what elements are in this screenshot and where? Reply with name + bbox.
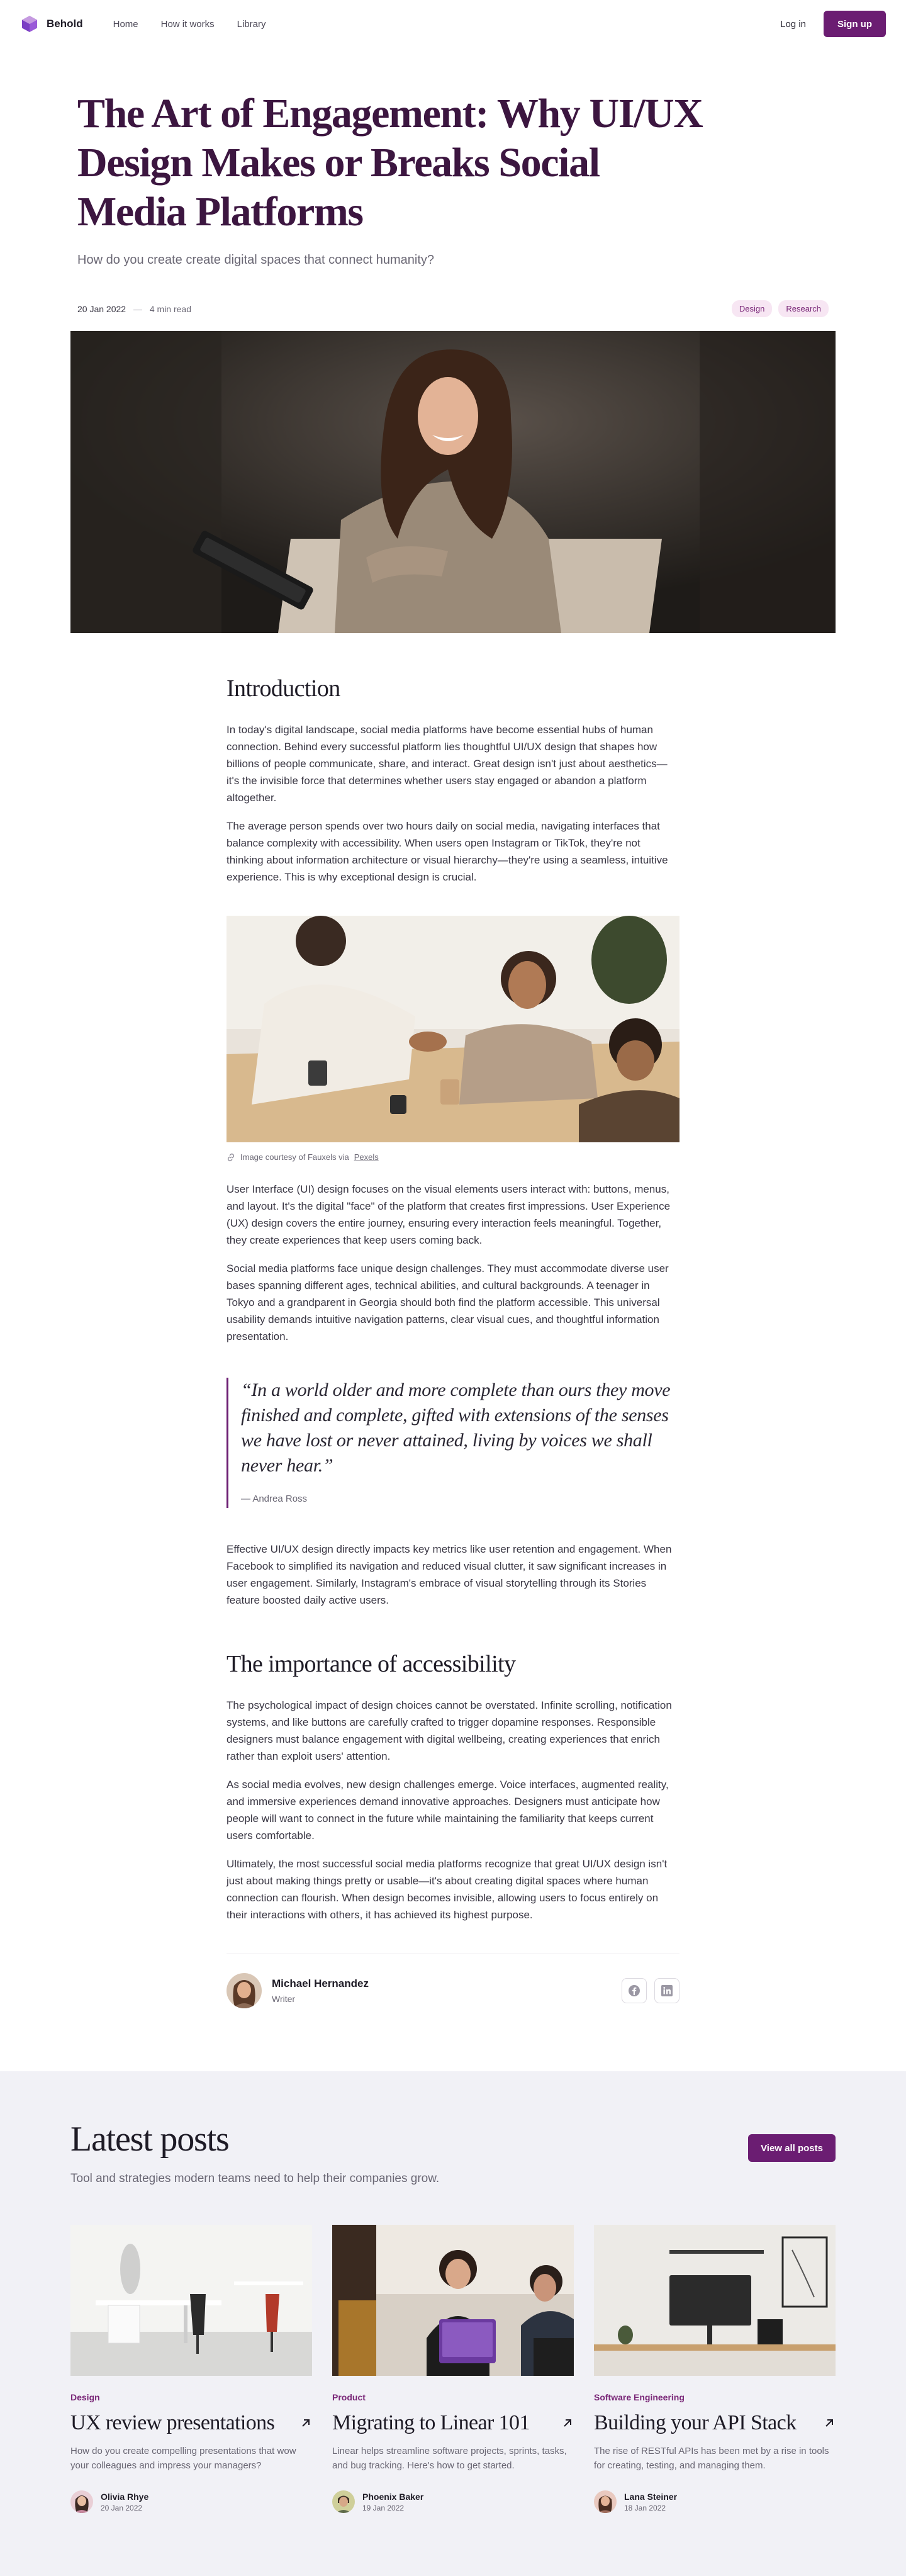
card-title-row: [332, 2411, 574, 2435]
nav-left: [20, 14, 266, 33]
caption-link[interactable]: Pexels: [354, 1152, 379, 1162]
social-links: [622, 1978, 680, 2003]
hero-image: [70, 331, 836, 633]
author-card: [226, 1973, 369, 2008]
facebook-button[interactable]: [622, 1978, 647, 2003]
page-title: The Art of Engagement: Why UI/UX Design Makes or Breaks Social Media Platforms: [77, 91, 703, 235]
linkedin-button[interactable]: [654, 1978, 680, 2003]
card-category: Product: [332, 2392, 366, 2402]
card-author: [594, 2490, 836, 2513]
card-title: Building your API Stack: [594, 2411, 797, 2434]
quote-text: “In a world older and more complete than ours they move finished and complete, gifted with extensions of the senses we have lost or never attained, living by voices we shall never hear.”: [241, 1380, 671, 1476]
paragraph-2: The average person spends over two hours daily on social media, navigating interfaces that balance complexity with accessibility. When users open Instagram or TikTok, they're not thinking about information architecture or visual hierarchy—they're using a seamless, intuitive experience. This is why exceptional design is crucial.: [226, 820, 668, 883]
latest-header: [70, 2071, 836, 2186]
card-title-row: [594, 2411, 836, 2435]
card-date: 19 Jan 2022: [362, 2503, 405, 2512]
post-meta: [77, 300, 829, 317]
nav-link-library[interactable]: Library: [237, 18, 266, 30]
post-card-ux-review[interactable]: [70, 2225, 312, 2513]
paragraph-1: In today's digital landscape, social media platforms have become essential hubs of human connection. Behind every successful platform lies thoughtful UI/UX design that shapes how billions of people communicate, share, and interact. Great design isn't just about aesthetics—it's the invisible force that determines whether users stay engaged or abandon a platform altogether.: [226, 724, 668, 804]
laptop-team-photo-illustration: [332, 2225, 574, 2376]
avatar-illustration: [332, 2490, 355, 2513]
login-button[interactable]: Log in: [780, 18, 806, 30]
card-image: [70, 2225, 312, 2376]
accessibility-heading: The importance of accessibility: [226, 1651, 516, 1677]
card-title-row: [70, 2411, 312, 2435]
desk-setup-photo-illustration: [594, 2225, 836, 2376]
arrow-up-right-icon[interactable]: [561, 2417, 574, 2429]
card-image: [332, 2225, 574, 2376]
hero-photo-illustration: [70, 331, 836, 633]
tag-research[interactable]: Research: [778, 300, 829, 317]
arrow-up-right-icon[interactable]: [823, 2417, 836, 2429]
facebook-icon: [628, 1984, 640, 1997]
paragraph-7: As social media evolves, new design challenges emerge. Voice interfaces, augmented reality, and immersive experiences demand innovative approaches. Designers must anticipate how people will want to connect in the future while maintaining the familiarity that keeps current users comfortable.: [226, 1779, 669, 1842]
paragraph-6: The psychological impact of design choices cannot be overstated. Infinite scrolling, notification systems, and like buttons are carefully crafted to trigger dopamine responses. Responsible designers must balance engagement with digital wellbeing, creating experiences that enrich rather than exploit users' attention.: [226, 1699, 672, 1762]
paragraph-5: Effective UI/UX design directly impacts key metrics like user retention and engagement. When Facebook to simplified its navigation and reduced visual clutter, it saw significant increases in user engagement. Similarly, Instagram's embrace of visual storytelling through its Stories feature boosted daily active users.: [226, 1543, 672, 1606]
tag-list: [732, 300, 829, 317]
avatar-illustration: [226, 1973, 262, 2008]
link-icon: [226, 1153, 235, 1162]
view-all-posts-button[interactable]: View all posts: [748, 2134, 836, 2162]
quote-author: — Andrea Ross: [241, 1493, 308, 1504]
office-photo-illustration: [70, 2225, 312, 2376]
post-date: 20 Jan 2022: [77, 303, 126, 314]
intro-heading: Introduction: [226, 675, 340, 702]
arrow-up-right-icon[interactable]: [299, 2417, 312, 2429]
card-author: [332, 2490, 574, 2513]
pull-quote: [226, 1378, 680, 1508]
paragraph-8: Ultimately, the most successful social media platforms recognize that great UI/UX design isn't just about making things pretty or usable—it's about creating digital spaces where human connection can flourish. When design becomes invisible, allowing users to focus entirely on their interactions with others, it has achieved its highest purpose.: [226, 1858, 668, 1921]
page-subtitle: How do you create create digital spaces that connect humanity?: [77, 253, 434, 267]
card-author-name: Phoenix Baker: [362, 2491, 424, 2502]
image-caption: [226, 1152, 680, 1162]
signup-button[interactable]: Sign up: [824, 11, 886, 37]
latest-inner: [70, 2071, 836, 2513]
post-card-migrating-linear[interactable]: [332, 2225, 574, 2513]
card-author-name: Olivia Rhye: [101, 2491, 149, 2502]
card-image: [594, 2225, 836, 2376]
linkedin-icon: [661, 1984, 673, 1997]
post-card-api-stack[interactable]: [594, 2225, 836, 2513]
top-nav: [0, 0, 906, 48]
article-figure: [226, 916, 680, 1162]
team-photo-illustration: [226, 916, 680, 1142]
card-title: Migrating to Linear 101: [332, 2411, 530, 2434]
post-date-row: [77, 304, 191, 314]
card-category: Design: [70, 2392, 100, 2402]
card-author-avatar: [594, 2490, 617, 2513]
card-description: How do you create compelling presentations that wow your colleagues and impress your managers?: [70, 2446, 296, 2471]
card-date: 18 Jan 2022: [624, 2503, 666, 2512]
author-role: Writer: [272, 1994, 296, 2004]
paragraph-4: Social media platforms face unique design challenges. They must accommodate diverse user bases spanning different ages, technical abilities, and cultural backgrounds. A teenager in Tokyo and a grandparent in Georgia should both find the platform accessible. This universal usability demands intuitive navigation patterns, clear visual cues, and thoughtful information presentation.: [226, 1263, 669, 1342]
brand-name: Behold: [47, 18, 83, 30]
avatar-illustration: [70, 2490, 93, 2513]
read-time: 4 min read: [149, 303, 192, 314]
cube-logo-icon: [20, 14, 39, 33]
card-author-name: Lana Steiner: [624, 2491, 678, 2502]
card-category: Software Engineering: [594, 2392, 685, 2402]
meta-separator: —: [133, 303, 142, 314]
latest-posts-section: [0, 2071, 906, 2576]
author-row: [226, 1954, 680, 2008]
nav-right: [780, 11, 886, 37]
card-author-avatar: [70, 2490, 93, 2513]
card-description: The rise of RESTful APIs has been met by a rise in tools for creating, testing, and managing them.: [594, 2446, 829, 2471]
card-author-avatar: [332, 2490, 355, 2513]
author-avatar: [226, 1973, 262, 2008]
latest-title: Latest posts: [70, 2120, 229, 2159]
team-photo: [226, 916, 680, 1142]
card-title: UX review presentations: [70, 2411, 275, 2434]
tag-design[interactable]: Design: [732, 300, 772, 317]
card-description: Linear helps streamline software projects, sprints, tasks, and bug tracking. Here's how to get started.: [332, 2446, 567, 2471]
paragraph-3: User Interface (UI) design focuses on the visual elements users interact with: buttons, menus, and layout. It's the digital "face" of the platform that creates first impressions. User Experience (UX) design covers the entire journey, ensuring every interaction feels meaningful. Together, they create experiences that keep users coming back.: [226, 1183, 671, 1246]
brand-logo[interactable]: [20, 14, 83, 33]
avatar-illustration: [594, 2490, 617, 2513]
hero: [72, 89, 834, 633]
caption-text: Image courtesy of Fauxels via: [240, 1152, 349, 1162]
card-author: [70, 2490, 312, 2513]
nav-link-home[interactable]: Home: [113, 18, 138, 30]
card-date: 20 Jan 2022: [101, 2503, 143, 2512]
author-name: Michael Hernandez: [272, 1977, 369, 1989]
post-cards: [70, 2225, 836, 2513]
nav-link-how-it-works[interactable]: How it works: [160, 18, 215, 30]
latest-subtitle: Tool and strategies modern teams need to help their companies grow.: [70, 2172, 440, 2185]
nav-links: [113, 19, 266, 30]
article-body: [226, 633, 680, 2008]
